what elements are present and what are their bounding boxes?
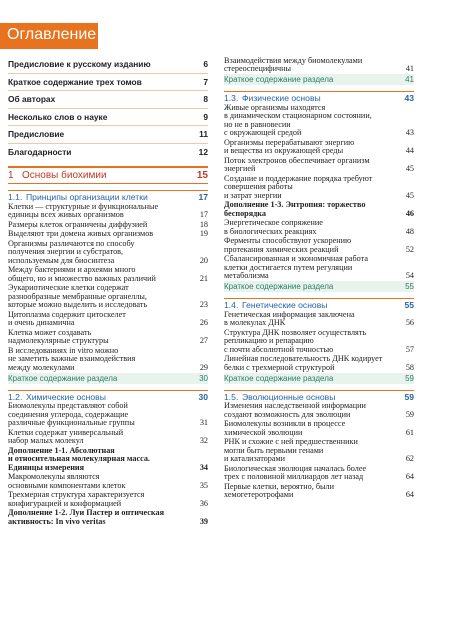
entry-line: Клетки содержат универсальный — [8, 427, 124, 437]
entry-page: 27 — [199, 336, 208, 345]
entry-line: Биомолекулы возникли в процессе — [224, 419, 346, 428]
entry-line: активность: In vivo veritas — [8, 516, 106, 526]
toc-entry[interactable]: Об авторах 8 — [8, 91, 208, 109]
entry-line: Создание и поддержание порядка требуют — [224, 173, 373, 183]
toc-supplement-entry[interactable] — [8, 446, 208, 473]
toc-entry[interactable] — [224, 174, 414, 201]
toc-supplement-entry[interactable] — [224, 201, 414, 219]
entry-page: 46 — [405, 208, 414, 218]
entry-line: единицы всех живых организмов — [8, 210, 124, 219]
section-summary-link[interactable]: Краткое содержание раздела 30 — [8, 373, 208, 383]
entry-line: получения энергии и субстратов, — [8, 247, 124, 256]
entry-line: Эукариотические клетки содержат — [8, 283, 129, 292]
toc-entry[interactable] — [224, 402, 414, 420]
entry-page: 19 — [199, 229, 208, 238]
entry-page: 57 — [405, 344, 414, 354]
entry-line: Организмы перерабатывают энергию — [224, 137, 355, 147]
entry-line: Изменения наследственной информации — [224, 401, 366, 410]
entry-line: и вещества из окружающей среды — [224, 146, 344, 155]
toc-entry[interactable] — [224, 328, 414, 355]
toc-entry[interactable] — [8, 402, 208, 429]
entry-page: 64 — [405, 472, 414, 481]
entry-line: Организмы различаются по способу — [8, 238, 135, 248]
entry-page: 45 — [405, 164, 414, 173]
toc-entry[interactable] — [224, 310, 414, 328]
entry-line: с почти абсолютной точностью — [224, 344, 334, 354]
entry-page: 31 — [199, 418, 208, 427]
toc-entry[interactable] — [224, 219, 414, 237]
entry-line: и затрат энергии — [224, 190, 282, 200]
entry-line: Поток электронов обеспечивает организм — [224, 155, 370, 165]
entry-line: но не в равновесии — [224, 119, 291, 129]
entry-line: различные функциональные группы — [8, 418, 135, 427]
entry-line: надмолекулярные структуры — [8, 336, 109, 345]
entry-line: РНК и схожие с ней предшественники — [224, 437, 358, 446]
toc-entry[interactable] — [8, 428, 208, 446]
entry-page: 59 — [405, 409, 414, 419]
entry-line: В исследованиях in vitro можно — [8, 345, 119, 355]
entry-page: 29 — [199, 362, 208, 372]
entry-line: клетки достигается путем регуляции — [224, 262, 353, 272]
toc-header — [0, 23, 98, 49]
entry-line: Линейная последовательность ДНК кодирует — [224, 354, 383, 363]
toc-entry[interactable] — [8, 310, 208, 328]
toc-entry[interactable] — [224, 237, 414, 255]
toc-entry[interactable] — [224, 156, 414, 174]
entry-line: Живые организмы находятся — [224, 102, 326, 112]
toc-entry[interactable]: Предисловие к русскому изданию 6 — [8, 56, 208, 74]
entry-page: 23 — [199, 300, 208, 309]
section-heading[interactable]: 1.1. Принципы организации клетки 17 — [8, 192, 208, 202]
entry-line: Энергетическое сопряжение — [224, 218, 323, 227]
section-entries — [8, 402, 208, 527]
entry-page: 44 — [405, 146, 414, 155]
entry-line: репликацию и репарацию — [224, 336, 314, 345]
entry-page: 32 — [199, 436, 208, 445]
toc-entry[interactable] — [8, 266, 208, 284]
entry-page: 43 — [405, 128, 414, 137]
entry-line: хемогетеротрофами — [224, 490, 294, 499]
toc-entry[interactable] — [224, 138, 414, 156]
toc-entry[interactable]: Краткое содержание трех томов 7 — [8, 74, 208, 92]
entry-line: Биомолекулы представляют собой — [8, 401, 128, 410]
section-entries — [224, 310, 414, 373]
section-heading[interactable]: 1.2. Химические основы 30 — [8, 391, 208, 402]
entry-page: 54 — [405, 271, 414, 280]
entry-line: Клетки — структурные и функциональные — [8, 201, 159, 211]
entry-line: Первые клетки, вероятно, были — [224, 481, 334, 491]
entry-line: Трехмерная структура характеризуется — [8, 490, 145, 499]
entry-line: Цитоплазма содержит цитоскелет — [8, 309, 126, 319]
section-entries — [224, 402, 414, 501]
toc-supplement-entry[interactable] — [8, 509, 208, 527]
entry-line: в молекулах ДНК — [224, 318, 286, 327]
entry-line: Макромолекулы являются — [8, 472, 100, 481]
entry-line: Между бактериями и археями много — [8, 265, 136, 274]
entry-line: в биологических реакциях — [224, 226, 317, 236]
entry-page: 36 — [199, 498, 208, 508]
entry-line: белки с трехмерной структурой — [224, 362, 335, 372]
entry-line: и относительная молекулярная масса. — [8, 454, 150, 463]
toc-title: Оглавление — [7, 26, 97, 43]
toc-entry[interactable]: Взаимодействия между биомолекулами стереоспецифичны 41 — [224, 55, 414, 73]
entry-page: 56 — [405, 318, 414, 327]
section-entries — [224, 103, 414, 281]
entry-line: Структура ДНК позволяет осуществлять — [224, 327, 367, 337]
entry-line: конфигурацией и конформацией — [8, 498, 122, 508]
entry-line: не заметить важные взаимодействия — [8, 354, 136, 363]
entry-line: разнообразные мембранные органеллы, — [8, 291, 147, 301]
entry-line: Дополнение 1-2. Луи Пастер и оптическая — [8, 508, 165, 517]
left-column — [8, 56, 208, 527]
entry-line: Биологическая эволюция началась более — [224, 463, 367, 473]
entry-line: совершения работы — [224, 182, 293, 191]
entry-line: Клетка может создавать — [8, 327, 92, 337]
toc-entry[interactable] — [224, 464, 414, 482]
entry-page: 20 — [199, 255, 208, 265]
section-entries — [8, 202, 208, 373]
section-heading[interactable]: 1.3. Физические основы 43 — [224, 93, 414, 103]
entry-line: Генетическая информация заключена — [224, 309, 355, 319]
toc-entry[interactable] — [8, 346, 208, 373]
entry-line: Дополнение 1-3. Энтропия: торжество — [224, 200, 366, 209]
entry-line: Ферменты способствуют ускорению — [224, 236, 352, 245]
entry-line: трех с половиной миллиардов лет назад — [224, 472, 364, 481]
entry-line: беспорядка — [224, 208, 266, 218]
entry-line: общего, но и множество важных различий — [8, 273, 156, 283]
entry-line: могли быть первыми генами — [224, 445, 324, 455]
entry-page: 58 — [405, 362, 414, 372]
entry-line: Размеры клеток ограничены диффузией — [8, 219, 148, 229]
entry-line: энергией — [224, 164, 256, 173]
entry-page: 48 — [405, 226, 414, 236]
toc-entry[interactable] — [224, 255, 414, 282]
entry-line: соединения углерода, содержащие — [8, 409, 129, 419]
entry-line: химической эволюции — [224, 427, 303, 437]
toc-entry[interactable] — [224, 103, 414, 138]
entry-page: 35 — [199, 480, 208, 490]
toc-entry[interactable] — [8, 328, 208, 346]
entry-line: в динамическом стационарном состоянии, — [224, 111, 372, 120]
toc-entry[interactable] — [224, 482, 414, 500]
toc-entry[interactable] — [8, 239, 208, 266]
toc-entry[interactable] — [8, 473, 208, 491]
entry-line: между молекулами — [8, 362, 75, 372]
entry-page: 26 — [199, 318, 208, 327]
entry-page: 62 — [405, 454, 414, 463]
toc-entry[interactable] — [8, 230, 208, 240]
chapter-heading[interactable]: 1 Основы биохимии 15 — [8, 166, 208, 184]
entry-page: 21 — [199, 273, 208, 283]
entry-page: 34 — [199, 462, 208, 472]
toc-entry[interactable] — [8, 491, 208, 509]
section-heading[interactable]: 1.4. Генетические основы 55 — [224, 300, 414, 310]
entry-line: которые можно выделить и исследовать — [8, 300, 148, 309]
entry-page: 64 — [405, 490, 414, 499]
entry-page: 61 — [405, 427, 414, 437]
toc-entry[interactable] — [8, 284, 208, 311]
entry-line: и очень динамична — [8, 318, 75, 327]
entry-line: с окружающей средой — [224, 128, 302, 137]
entry-line: Единицы измерения — [8, 462, 85, 472]
entry-line: Сбалансированная и экономичная работа — [224, 254, 368, 263]
section-summary-link[interactable]: Краткое содержание раздела 59 — [224, 373, 414, 383]
front-matter-list — [8, 56, 208, 160]
entry-line: создают возможность для эволюции — [224, 409, 351, 419]
entry-line: протекания химических реакций — [224, 244, 339, 254]
section-summary-link[interactable]: Краткое содержание раздела 55 — [224, 282, 414, 291]
entry-page: 18 — [199, 219, 208, 229]
section-summary-link[interactable]: Краткое содержание раздела 41 — [224, 75, 414, 84]
toc-entry[interactable] — [8, 202, 208, 220]
right-column — [224, 56, 414, 500]
entry-page: 17 — [199, 210, 208, 219]
toc-entry[interactable]: Благодарности 12 — [8, 146, 208, 157]
entry-page: 45 — [405, 190, 414, 200]
section-heading[interactable]: 1.5. Эволюционные основы 59 — [224, 391, 414, 402]
entry-line: Дополнение 1-1. Абсолютная — [8, 445, 115, 455]
entry-page: 52 — [405, 244, 414, 254]
entry-line: основными компонентами клеток — [8, 480, 126, 490]
entry-page: 39 — [199, 516, 208, 526]
entry-line: и катализаторами — [224, 454, 286, 463]
entry-line: используемым для биосинтеза — [8, 255, 115, 265]
toc-entry[interactable]: Несколько слов о науке 9 — [8, 109, 208, 127]
entry-line: Выделяют три домена живых организмов — [8, 229, 154, 238]
toc-entry[interactable]: Предисловие 11 — [8, 126, 208, 144]
entry-line: набор малых молекул — [8, 436, 84, 445]
toc-entry[interactable] — [224, 438, 414, 465]
entry-line: метаболизма — [224, 271, 269, 280]
toc-entry[interactable] — [224, 420, 414, 438]
toc-entry[interactable] — [224, 355, 414, 373]
